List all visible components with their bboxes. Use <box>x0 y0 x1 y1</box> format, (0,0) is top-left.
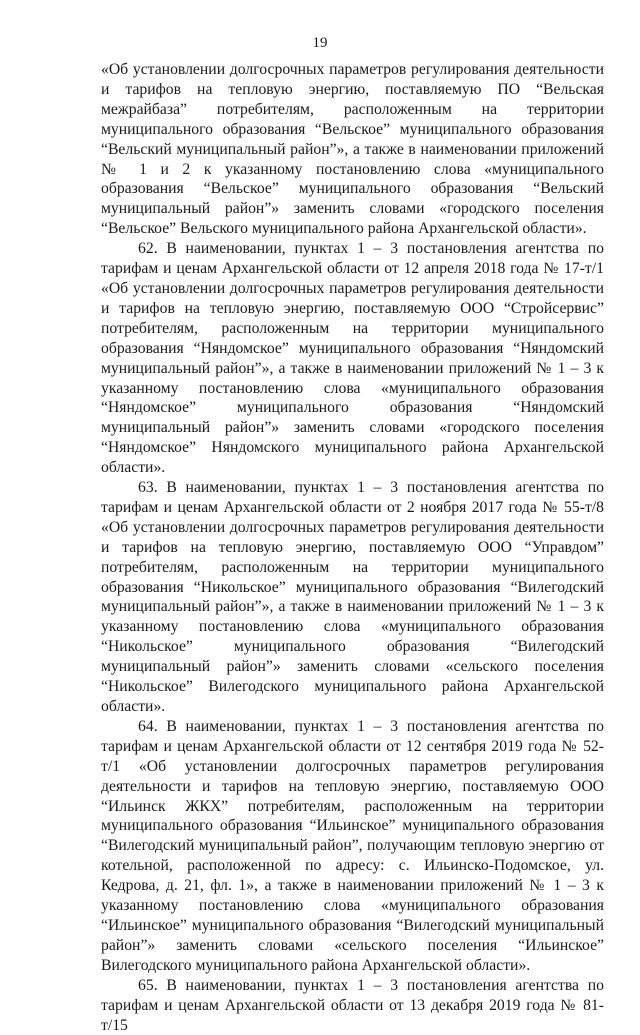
paragraph-61-continuation: «Об установлении долгосрочных параметров регулирования деятельности и тарифов на тепловую энергию, поставляемую ПО “Вельская межрайбаза” потребителям, расположенным на территории муниципального образования “Вельское” муниципального образования “Вельский муниципальный район”», а также в наименовании приложений № 1 и 2 к указанному постановлению слова «муниципального образования “Вельское” муниципального образования “Вельский муниципальный район”» заменить словами «городского поселения “Вельское” Вельского муниципального района Архангельской области». <box>101 61 604 238</box>
page-number: 19 <box>312 35 328 51</box>
paragraph-62: 62. В наименовании, пунктах 1 – 3 постановления агентства по тарифам и ценам Архангельской области от 12 апреля 2018 года № 17-т/1 «Об установлении долгосрочных параметров регулирования деятельности и тарифов на тепловую энергию, поставляемую ООО “Стройсервис” потребителям, расположенным на территории муниципального образования “Няндомское” муниципального образования “Няндомский муниципальный район”», а также в наименовании приложений № 1 – 3 к указанному постановлению слова «муниципального образования “Няндомское” муниципального образования “Няндомский муниципальный район”» заменить словами «городского поселения “Няндомское” Няндомского муниципального района Архангельской области». <box>101 240 604 477</box>
paragraph-63: 63. В наименовании, пунктах 1 – 3 постановления агентства по тарифам и ценам Архангельской области от 2 ноября 2017 года № 55-т/8 «Об установлении долгосрочных параметров регулирования деятельности и тарифов на тепловую энергию, поставляемую ООО “Управдом” потребителям, расположенным на территории муниципального образования “Никольское” муниципального образования “Вилегодский муниципальный район”», а также в наименовании приложений № 1 – 3 к указанному постановлению слова «муниципального образования “Никольское” муниципального образования “Вилегодский муниципальный район”» заменить словами «сельского поселения “Никольское” Вилегодского муниципального района Архангельской области». <box>101 479 604 715</box>
paragraph-64: 64. В наименовании, пунктах 1 – 3 постановления агентства по тарифам и ценам Архангельской области от 12 сентября 2019 года № 52-т/1 «Об установлении долгосрочных параметров регулирования деятельности и тарифов на тепловую энергию, поставляемую ООО “Ильинск ЖКХ” потребителям, расположенным на территории муниципального образования “Ильинское” муниципального образования “Вилегодский муниципальный район”, получающим тепловую энергию от котельной, расположенной по адресу: с. Ильинско-Подомское, ул. Кедрова, д. 21, фл. 1», а также в наименовании приложений № 1 – 3 к указанному постановлению слова «муниципального образования “Ильинское” муниципального образования “Вилегодский муниципальный район”» заменить словами «сельского поселения “Ильинское” Вилегодского муниципального района Архангельской области». <box>101 717 604 974</box>
document-body <box>101 60 604 1035</box>
paragraph-65: 65. В наименовании, пунктах 1 – 3 постановления агентства по тарифам и ценам Архангельской области от 13 декабря 2019 года № 81-т/15 <box>101 976 604 1034</box>
